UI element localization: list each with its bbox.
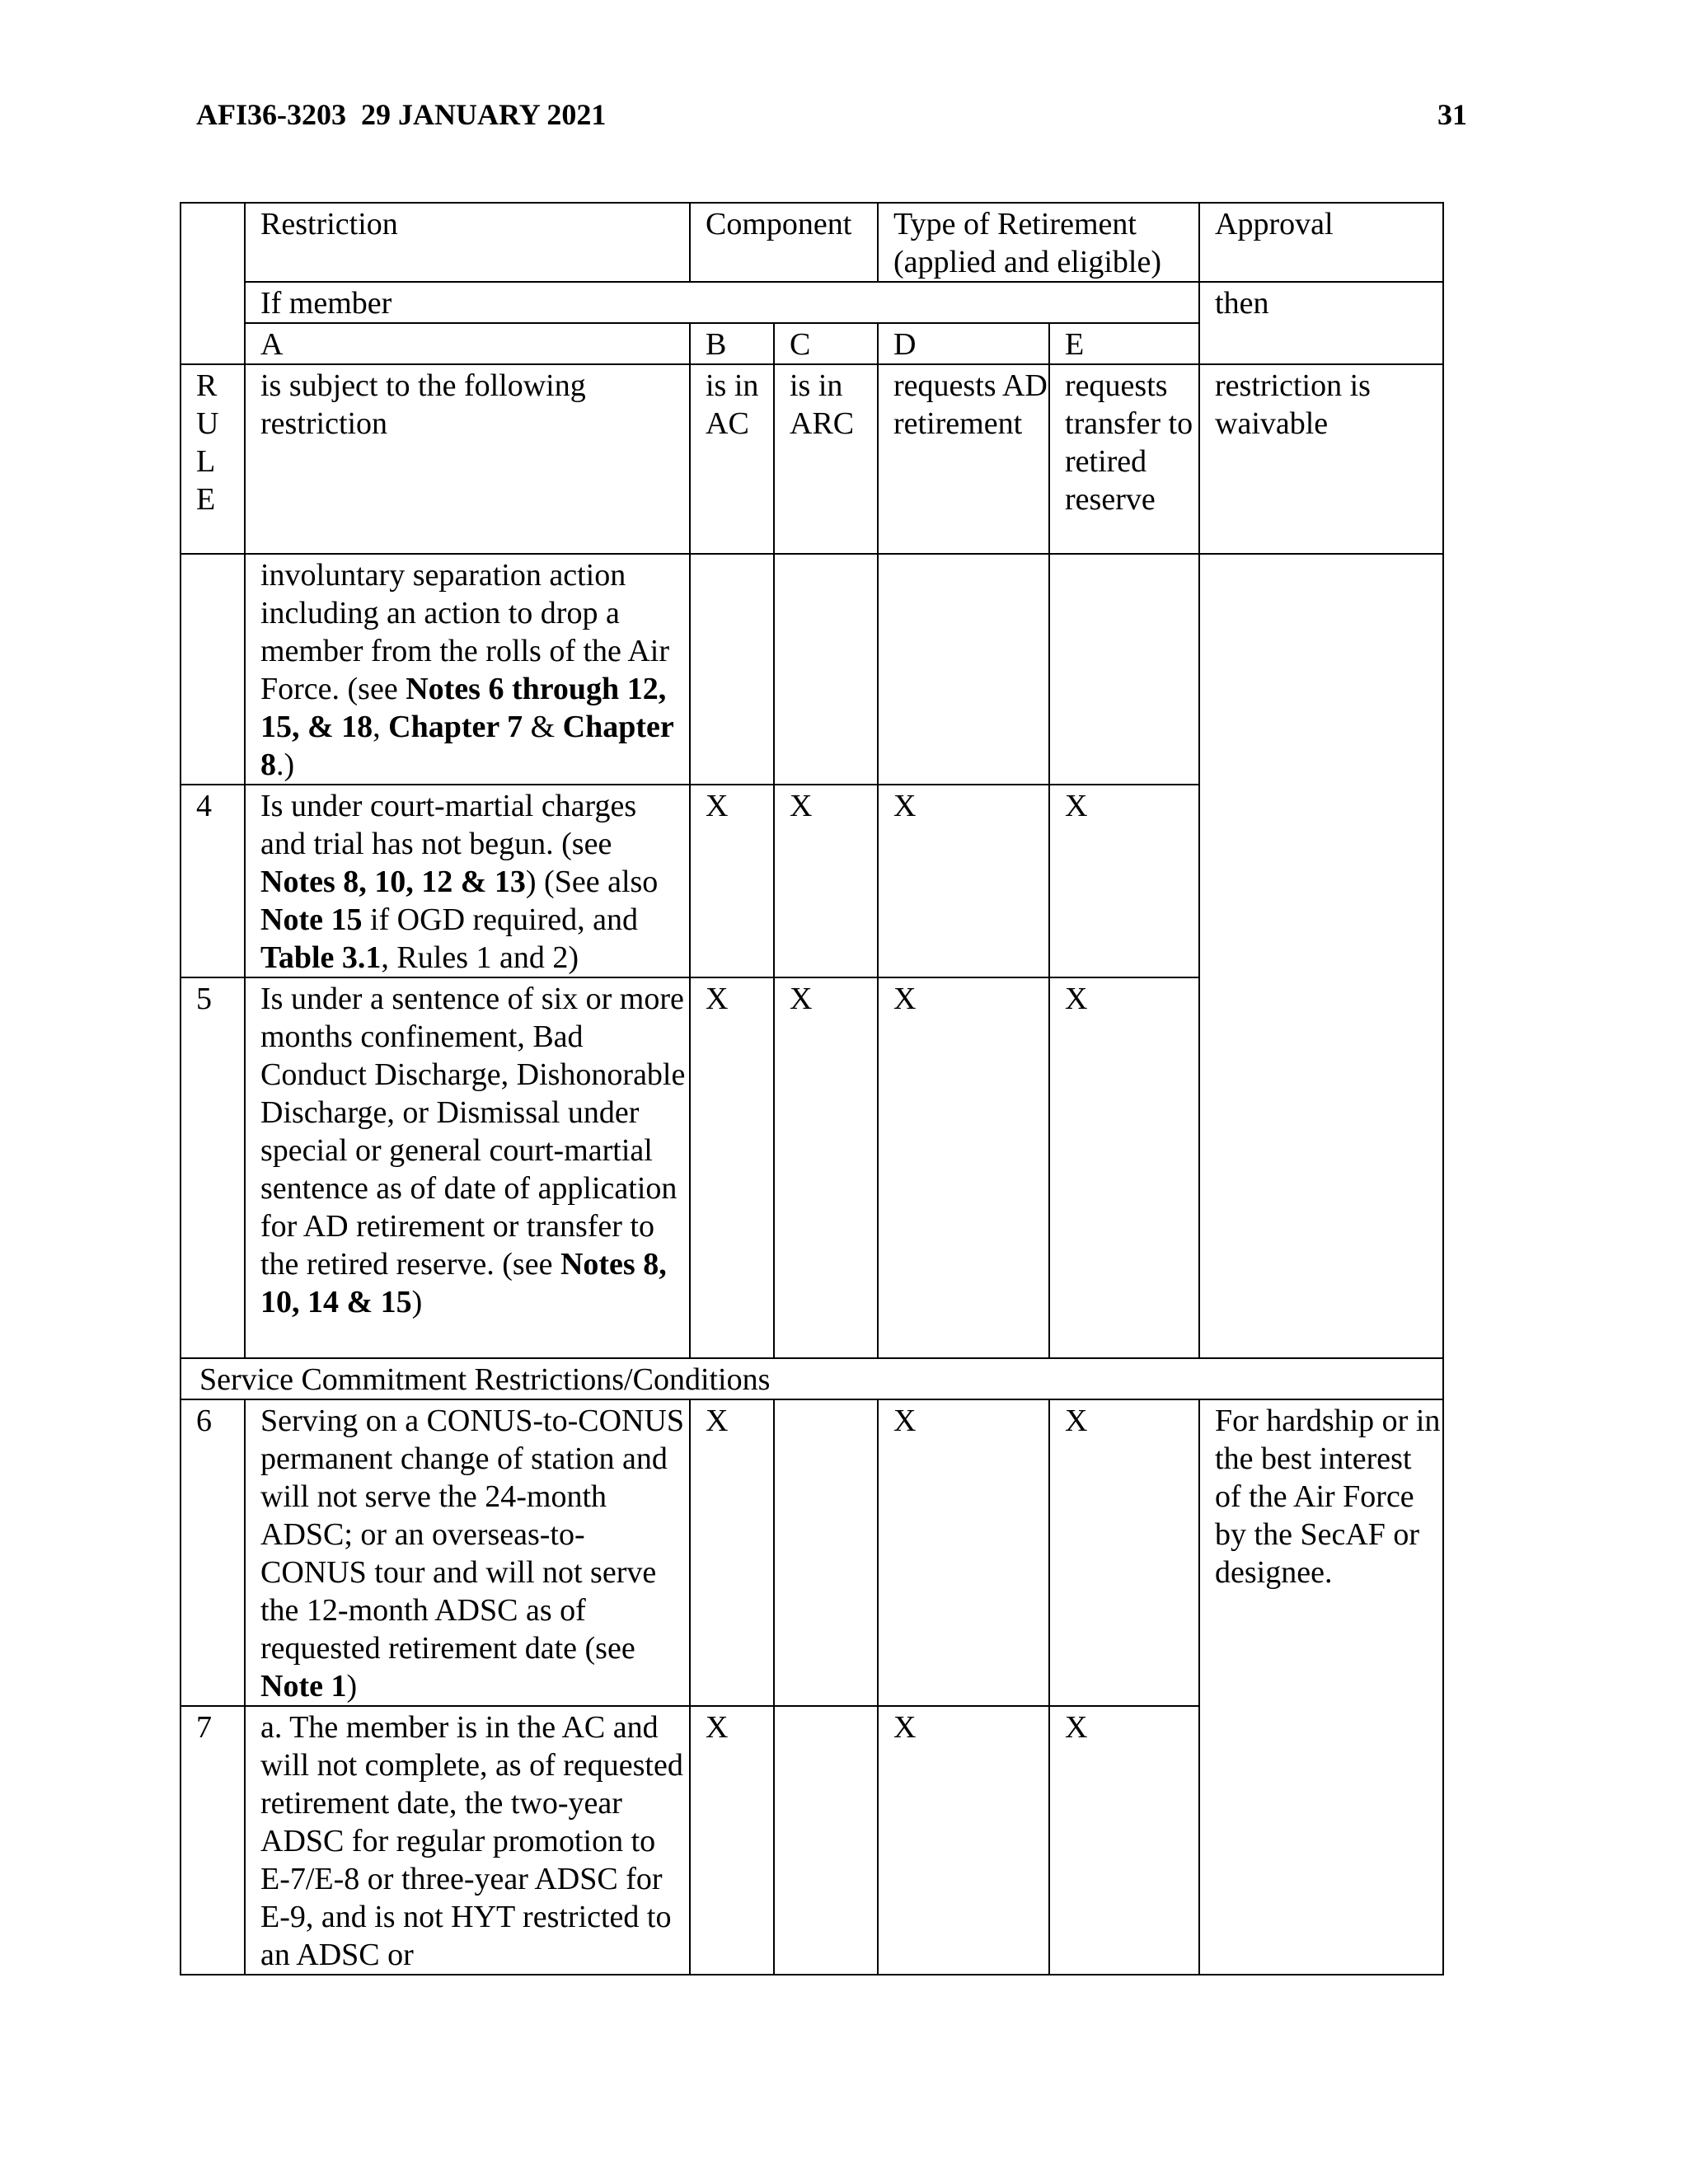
restriction-text: involuntary separation action including an action to drop a member from the rolls of the Air Force. (see Notes 6 through 12, 15, & 18, Chapter 7 & Chapter 8.): [245, 554, 690, 785]
restriction-text: Serving on a CONUS-to-CONUS permanent change of station and will not serve the 24-month ADSC; or an overseas-to-CONUS tour and will not serve the 12-month ADSC as of requested retirement date (see Note 1): [245, 1399, 690, 1706]
col-d-label: D: [878, 323, 1049, 364]
cell-c: [774, 1706, 878, 1975]
then-header: then: [1199, 282, 1443, 364]
cell-b: X: [690, 785, 774, 977]
restriction-text: a. The member is in the AC and will not complete, as of requested retirement date, the two-year ADSC for regular promotion to E-7/E-8 or three-year ADSC for E-9, and is not HYT restricted to an ADSC or: [245, 1706, 690, 1975]
continued-row: [181, 554, 1443, 785]
cell-b: [690, 554, 774, 785]
header-row-2: [181, 282, 1443, 323]
col-b-label: B: [690, 323, 774, 364]
cell-e: X: [1049, 977, 1199, 1358]
cell-e: X: [1049, 1399, 1199, 1706]
cell-d: [878, 554, 1049, 785]
cell-d: X: [878, 977, 1049, 1358]
type-of-retirement-header: Type of Retirement (applied and eligible): [878, 203, 1199, 282]
restriction-text: Is under court-martial charges and trial has not begun. (see Notes 8, 10, 12 & 13) (See also Note 15 if OGD required, and Table 3.1, Rules 1 and 2): [245, 785, 690, 977]
rule-number: 4: [181, 785, 245, 977]
rule-vertical-label: [181, 364, 245, 554]
col-d-description: requests AD retirement: [878, 364, 1049, 554]
rule-row-6: [181, 1399, 1443, 1706]
restriction-header: Restriction: [245, 203, 690, 282]
header-row-1: [181, 203, 1443, 282]
approval-description: restriction is waivable: [1199, 364, 1443, 554]
col-a-label: A: [245, 323, 690, 364]
cell-b: X: [690, 1399, 774, 1706]
section-row: [181, 1358, 1443, 1399]
cell-d: X: [878, 1706, 1049, 1975]
approval-cell: For hardship or in the best interest of the Air Force by the SecAF or designee.: [1199, 1399, 1443, 1975]
page-number: 31: [1437, 98, 1467, 131]
col-c-description: is in ARC: [774, 364, 878, 554]
rule-number: 6: [181, 1399, 245, 1706]
cell-d: X: [878, 1399, 1049, 1706]
section-heading: Service Commitment Restrictions/Conditions: [181, 1358, 1443, 1399]
cell-e: [1049, 554, 1199, 785]
approval-header: Approval: [1199, 203, 1443, 282]
restriction-text: Is under a sentence of six or more months confinement, Bad Conduct Discharge, Dishonorable Discharge, or Dismissal under special or general court-martial sentence as of date of application for AD retirement or transfer to the retired reserve. (see Notes 8, 10, 14 & 15): [245, 977, 690, 1358]
if-member-header: If member: [245, 282, 1199, 323]
cell-c: [774, 1399, 878, 1706]
approval-cell: [1199, 554, 1443, 1358]
retirement-restrictions-table: [180, 202, 1444, 1975]
col-e-description: requests transfer to retired reserve: [1049, 364, 1199, 554]
cell-c: X: [774, 785, 878, 977]
col-a-description: is subject to the following restriction: [245, 364, 690, 554]
document-id: AFI36-3203 29 JANUARY 2021: [196, 98, 607, 131]
col-b-description: is in AC: [690, 364, 774, 554]
col-c-label: C: [774, 323, 878, 364]
cell-d: X: [878, 785, 1049, 977]
rule-letter: L: [196, 444, 216, 479]
cell-b: X: [690, 1706, 774, 1975]
component-header: Component: [690, 203, 878, 282]
rule-letter: R: [196, 368, 218, 403]
cell-b: X: [690, 977, 774, 1358]
rule-letter: E: [196, 482, 216, 517]
rule-number: 7: [181, 1706, 245, 1975]
column-descriptions-row: [181, 364, 1443, 554]
col-e-label: E: [1049, 323, 1199, 364]
cell-c: X: [774, 977, 878, 1358]
rule-number: 5: [181, 977, 245, 1358]
cell-e: X: [1049, 1706, 1199, 1975]
rule-header-blank: [181, 203, 245, 364]
rule-number-blank: [181, 554, 245, 785]
rule-letter: U: [196, 406, 219, 441]
cell-c: [774, 554, 878, 785]
cell-e: X: [1049, 785, 1199, 977]
